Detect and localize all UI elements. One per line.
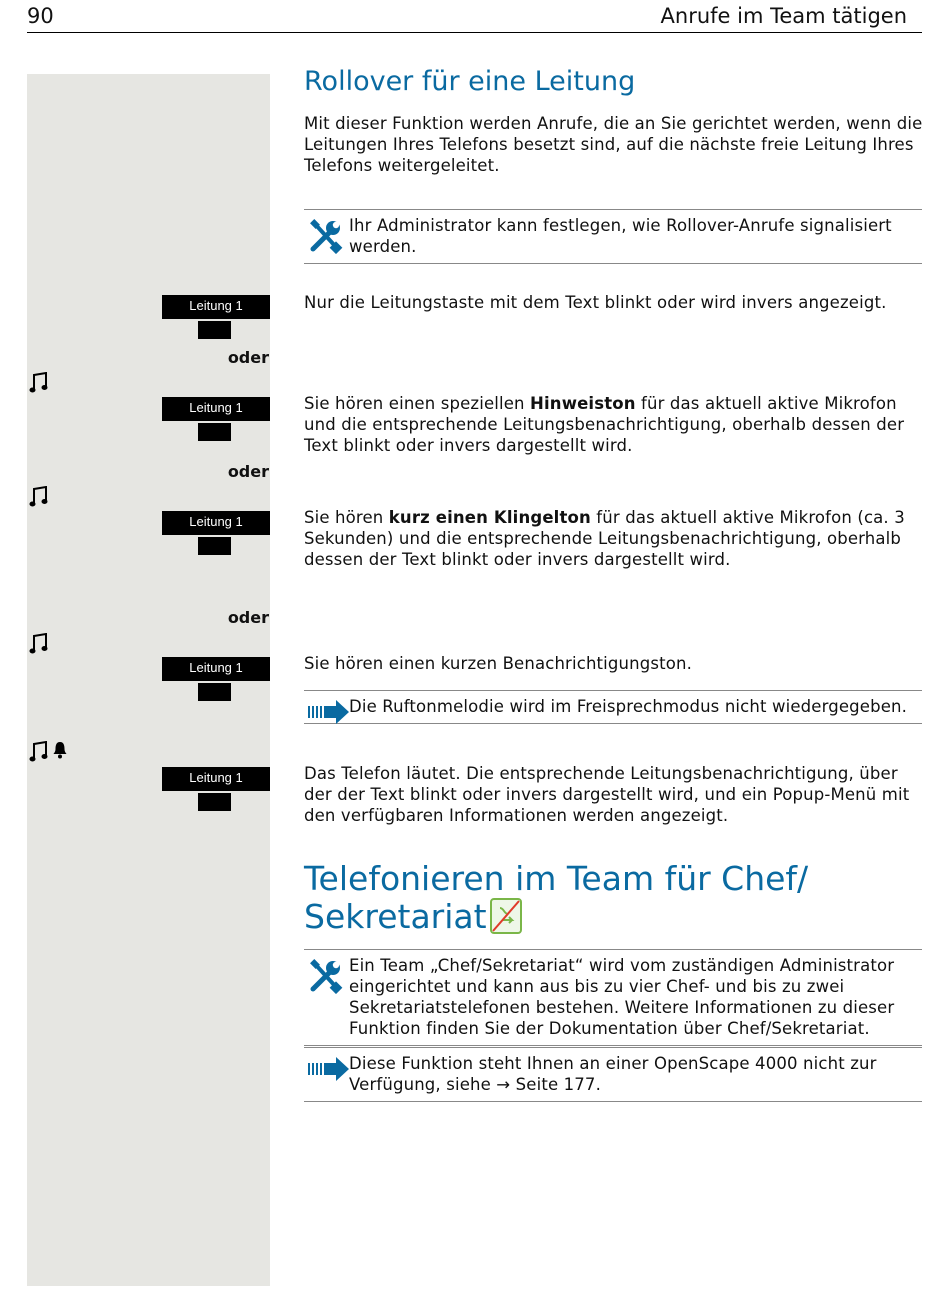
arrow-right-icon xyxy=(308,700,350,728)
line-key-button xyxy=(198,683,231,701)
info-note-team-text xyxy=(349,1053,922,1095)
line-key-button xyxy=(198,423,231,441)
line-key-display: Leitung 1 xyxy=(162,767,270,791)
page-link[interactable]: Diese Funktion steht Ihnen an einer OpenScape 4000 nicht zur Verfügung, siehe → Seite 177. xyxy=(349,1054,877,1094)
tools-icon xyxy=(308,958,344,998)
line-key-display: Leitung 1 xyxy=(162,397,270,421)
arrow-right-icon xyxy=(308,1057,350,1085)
variant5-text: Das Telefon läutet. Die entsprechende Leitungsbenachrichtigung, über der der Text blinkt oder invers dargestellt wird, und ein Popup-Menü mit den verfügbaren Informationen werden angezeigt. xyxy=(304,764,910,825)
variant1-text: Nur die Leitungstaste mit dem Text blinkt oder wird invers angezeigt. xyxy=(304,293,887,312)
admin-note xyxy=(304,209,922,264)
line-key-display: Leitung 1 xyxy=(162,511,270,535)
page-header xyxy=(27,0,922,33)
info-note xyxy=(304,690,922,724)
section-title-rollover: Rollover für eine Leitung xyxy=(304,66,636,97)
or-label: oder xyxy=(227,608,269,627)
admin-note-team-text: Ein Team „Chef/Sekretariat“ wird vom zuständigen Administrator eingerichtet und kann aus bis zu vier Chef- und bis zu zwei Sekretariatstelefonen bestehen. Weitere Informationen zu dieser Funktion finden Sie der Dokumentation über Chef/Sekretariat. xyxy=(349,956,895,1038)
variant3-text: Sie hören kurz einen Klingelton für das aktuell aktive Mikrofon (ca. 3 Sekunden) und die entsprechende Leitungsbenachrichtigung, oberhalb dessen der Text blinkt oder invers dargestellt wird. xyxy=(304,508,905,569)
music-note-icon xyxy=(29,741,49,767)
info-note-text: Die Ruftonmelodie wird im Freisprechmodus nicht wiedergegeben. xyxy=(349,697,908,716)
intro-paragraph: Mit dieser Funktion werden Anrufe, die an Sie gerichtet werden, wenn die Leitungen Ihres Telefons besetzt sind, auf die nächste freie Leitung Ihres Telefons weitergeleitet. xyxy=(304,114,923,175)
music-note-icon xyxy=(29,486,49,512)
line-key-button xyxy=(198,321,231,339)
line-key-display: Leitung 1 xyxy=(162,657,270,681)
running-title: Anrufe im Team tätigen xyxy=(660,4,907,28)
unavailable-feature-icon xyxy=(490,898,522,942)
info-note-team xyxy=(304,1045,922,1102)
or-label: oder xyxy=(227,348,269,367)
line-key-button xyxy=(198,537,231,555)
section-title-team: Telefonieren im Team für Chef/ Sekretariat xyxy=(304,860,808,942)
line-key-button xyxy=(198,793,231,811)
or-label: oder xyxy=(227,462,269,481)
variant2-text: Sie hören einen speziellen Hinweiston für das aktuell aktive Mikrofon und die entsprechende Leitungsbenachrichtigung, oberhalb dessen der Text blinkt oder invers dargestellt wird. xyxy=(304,394,905,455)
music-note-icon xyxy=(29,372,49,398)
music-note-icon xyxy=(29,633,49,659)
bell-icon xyxy=(53,741,67,763)
admin-note-team xyxy=(304,949,922,1046)
line-key-display: Leitung 1 xyxy=(162,295,270,319)
tools-icon xyxy=(308,218,344,258)
variant4-text: Sie hören einen kurzen Benachrichtigungston. xyxy=(304,654,692,673)
page-number: 90 xyxy=(27,4,54,28)
admin-note-text: Ihr Administrator kann festlegen, wie Rollover-Anrufe signalisiert werden. xyxy=(349,216,892,256)
